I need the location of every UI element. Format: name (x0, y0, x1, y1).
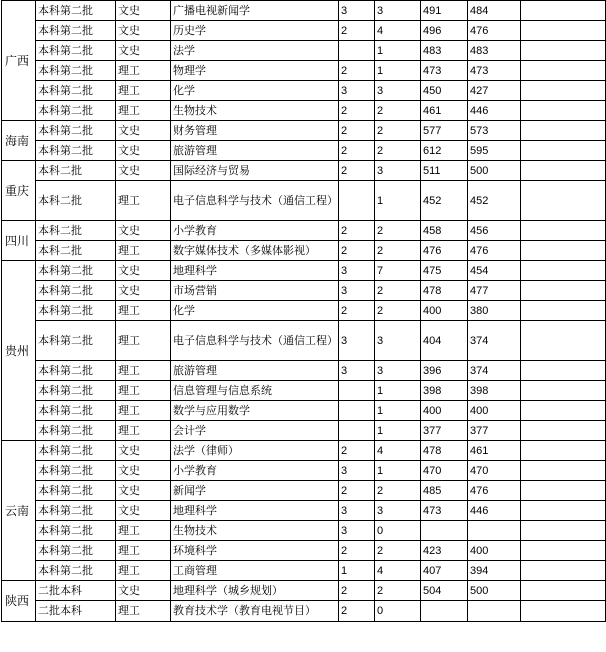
admitted-count-cell: 2 (375, 121, 421, 141)
category-cell: 理工 (116, 321, 171, 361)
category-cell: 文史 (116, 41, 171, 61)
major-cell: 工商管理 (171, 561, 339, 581)
major-cell: 法学（律师） (171, 441, 339, 461)
admitted-count-cell: 0 (375, 521, 421, 541)
empty-cell (521, 481, 606, 501)
max-score-cell (421, 601, 468, 622)
empty-cell (521, 221, 606, 241)
admission-scores-table (1, 0, 606, 622)
min-score-cell: 500 (468, 161, 521, 181)
table-row (2, 421, 606, 441)
batch-cell: 本科第二批 (36, 281, 116, 301)
admitted-count-cell: 3 (375, 81, 421, 101)
plan-count-cell: 2 (339, 221, 375, 241)
batch-cell: 本科二批 (36, 221, 116, 241)
admitted-count-cell: 1 (375, 381, 421, 401)
table-row (2, 101, 606, 121)
min-score-cell: 380 (468, 301, 521, 321)
max-score-cell: 404 (421, 321, 468, 361)
category-cell: 文史 (116, 141, 171, 161)
plan-count-cell: 3 (339, 281, 375, 301)
plan-count-cell (339, 421, 375, 441)
batch-cell: 本科第二批 (36, 501, 116, 521)
min-score-cell: 456 (468, 221, 521, 241)
min-score-cell: 573 (468, 121, 521, 141)
category-cell: 理工 (116, 521, 171, 541)
max-score-cell: 476 (421, 241, 468, 261)
plan-count-cell: 2 (339, 161, 375, 181)
min-score-cell: 427 (468, 81, 521, 101)
admitted-count-cell: 3 (375, 361, 421, 381)
empty-cell (521, 121, 606, 141)
category-cell: 文史 (116, 461, 171, 481)
empty-cell (521, 1, 606, 21)
min-score-cell: 400 (468, 401, 521, 421)
max-score-cell: 400 (421, 401, 468, 421)
major-cell: 数字媒体技术（多媒体影视） (171, 241, 339, 261)
batch-cell: 本科第二批 (36, 541, 116, 561)
major-cell: 旅游管理 (171, 141, 339, 161)
max-score-cell: 470 (421, 461, 468, 481)
max-score-cell: 485 (421, 481, 468, 501)
major-cell: 信息管理与信息系统 (171, 381, 339, 401)
admitted-count-cell: 2 (375, 221, 421, 241)
max-score-cell: 423 (421, 541, 468, 561)
major-cell: 国际经济与贸易 (171, 161, 339, 181)
table-row (2, 121, 606, 141)
admitted-count-cell: 2 (375, 541, 421, 561)
min-score-cell: 452 (468, 181, 521, 221)
min-score-cell: 461 (468, 441, 521, 461)
max-score-cell: 475 (421, 261, 468, 281)
province-cell: 云南 (2, 441, 36, 581)
admitted-count-cell: 3 (375, 501, 421, 521)
batch-cell: 本科第二批 (36, 381, 116, 401)
max-score-cell: 511 (421, 161, 468, 181)
empty-cell (521, 241, 606, 261)
max-score-cell: 478 (421, 281, 468, 301)
admitted-count-cell: 2 (375, 301, 421, 321)
plan-count-cell: 2 (339, 601, 375, 622)
batch-cell: 本科第二批 (36, 321, 116, 361)
province-cell: 四川 (2, 221, 36, 261)
plan-count-cell: 3 (339, 361, 375, 381)
empty-cell (521, 181, 606, 221)
min-score-cell: 446 (468, 101, 521, 121)
batch-cell: 本科第二批 (36, 21, 116, 41)
batch-cell: 本科第二批 (36, 401, 116, 421)
admitted-count-cell: 4 (375, 21, 421, 41)
max-score-cell (421, 521, 468, 541)
empty-cell (521, 541, 606, 561)
min-score-cell: 400 (468, 541, 521, 561)
admitted-count-cell: 2 (375, 101, 421, 121)
major-cell: 化学 (171, 301, 339, 321)
min-score-cell: 377 (468, 421, 521, 441)
province-cell: 广西 (2, 1, 36, 121)
batch-cell: 本科第二批 (36, 141, 116, 161)
batch-cell: 本科第二批 (36, 61, 116, 81)
category-cell: 文史 (116, 21, 171, 41)
empty-cell (521, 161, 606, 181)
province-cell: 重庆 (2, 161, 36, 221)
plan-count-cell: 2 (339, 141, 375, 161)
min-score-cell: 477 (468, 281, 521, 301)
major-cell: 法学 (171, 41, 339, 61)
min-score-cell: 476 (468, 21, 521, 41)
max-score-cell: 483 (421, 41, 468, 61)
table-row (2, 21, 606, 41)
batch-cell: 本科第二批 (36, 121, 116, 141)
empty-cell (521, 461, 606, 481)
table-row (2, 501, 606, 521)
province-cell: 陕西 (2, 581, 36, 622)
min-score-cell: 398 (468, 381, 521, 401)
batch-cell: 本科二批 (36, 241, 116, 261)
admitted-count-cell: 3 (375, 1, 421, 21)
plan-count-cell: 2 (339, 101, 375, 121)
admitted-count-cell: 2 (375, 481, 421, 501)
category-cell: 文史 (116, 581, 171, 601)
major-cell: 电子信息科学与技术（通信工程） (171, 321, 339, 361)
category-cell: 文史 (116, 1, 171, 21)
category-cell: 文史 (116, 481, 171, 501)
category-cell: 理工 (116, 61, 171, 81)
max-score-cell: 496 (421, 21, 468, 41)
plan-count-cell: 2 (339, 541, 375, 561)
empty-cell (521, 321, 606, 361)
category-cell: 文史 (116, 501, 171, 521)
province-cell: 海南 (2, 121, 36, 161)
batch-cell: 本科第二批 (36, 461, 116, 481)
max-score-cell: 458 (421, 221, 468, 241)
empty-cell (521, 21, 606, 41)
admitted-count-cell: 7 (375, 261, 421, 281)
admitted-count-cell: 4 (375, 441, 421, 461)
batch-cell: 本科二批 (36, 181, 116, 221)
max-score-cell: 452 (421, 181, 468, 221)
max-score-cell: 478 (421, 441, 468, 461)
admitted-count-cell: 1 (375, 461, 421, 481)
empty-cell (521, 401, 606, 421)
max-score-cell: 473 (421, 501, 468, 521)
empty-cell (521, 381, 606, 401)
major-cell: 生物技术 (171, 101, 339, 121)
table-row (2, 61, 606, 81)
admitted-count-cell: 1 (375, 41, 421, 61)
table-row (2, 41, 606, 61)
category-cell: 理工 (116, 421, 171, 441)
plan-count-cell: 2 (339, 441, 375, 461)
plan-count-cell: 3 (339, 321, 375, 361)
category-cell: 文史 (116, 281, 171, 301)
empty-cell (521, 521, 606, 541)
plan-count-cell: 2 (339, 301, 375, 321)
min-score-cell: 454 (468, 261, 521, 281)
plan-count-cell: 2 (339, 121, 375, 141)
plan-count-cell: 2 (339, 581, 375, 601)
batch-cell: 本科第二批 (36, 41, 116, 61)
table-row (2, 521, 606, 541)
empty-cell (521, 101, 606, 121)
category-cell: 文史 (116, 121, 171, 141)
category-cell: 理工 (116, 181, 171, 221)
min-score-cell: 473 (468, 61, 521, 81)
major-cell: 会计学 (171, 421, 339, 441)
plan-count-cell: 3 (339, 501, 375, 521)
min-score-cell: 484 (468, 1, 521, 21)
category-cell: 理工 (116, 101, 171, 121)
table-row (2, 381, 606, 401)
table-row (2, 541, 606, 561)
table-row (2, 561, 606, 581)
major-cell: 地理科学 (171, 501, 339, 521)
category-cell: 理工 (116, 561, 171, 581)
major-cell: 旅游管理 (171, 361, 339, 381)
min-score-cell (468, 521, 521, 541)
table-row (2, 301, 606, 321)
major-cell: 地理科学（城乡规划） (171, 581, 339, 601)
batch-cell: 本科第二批 (36, 261, 116, 281)
category-cell: 理工 (116, 301, 171, 321)
table-row (2, 1, 606, 21)
max-score-cell: 612 (421, 141, 468, 161)
min-score-cell: 394 (468, 561, 521, 581)
category-cell: 文史 (116, 441, 171, 461)
table-row (2, 481, 606, 501)
min-score-cell: 476 (468, 481, 521, 501)
category-cell: 理工 (116, 401, 171, 421)
batch-cell: 本科第二批 (36, 361, 116, 381)
max-score-cell: 400 (421, 301, 468, 321)
min-score-cell: 374 (468, 361, 521, 381)
empty-cell (521, 81, 606, 101)
plan-count-cell: 3 (339, 461, 375, 481)
empty-cell (521, 281, 606, 301)
max-score-cell: 473 (421, 61, 468, 81)
table-row (2, 181, 606, 221)
admitted-count-cell: 2 (375, 281, 421, 301)
empty-cell (521, 561, 606, 581)
empty-cell (521, 501, 606, 521)
empty-cell (521, 601, 606, 622)
empty-cell (521, 301, 606, 321)
major-cell: 市场营销 (171, 281, 339, 301)
min-score-cell: 374 (468, 321, 521, 361)
min-score-cell: 500 (468, 581, 521, 601)
max-score-cell: 491 (421, 1, 468, 21)
empty-cell (521, 361, 606, 381)
category-cell: 文史 (116, 221, 171, 241)
max-score-cell: 407 (421, 561, 468, 581)
empty-cell (521, 581, 606, 601)
admitted-count-cell: 2 (375, 581, 421, 601)
major-cell: 教育技术学（教育电视节目） (171, 601, 339, 622)
table-row (2, 361, 606, 381)
admitted-count-cell: 1 (375, 181, 421, 221)
max-score-cell: 396 (421, 361, 468, 381)
empty-cell (521, 261, 606, 281)
max-score-cell: 450 (421, 81, 468, 101)
admitted-count-cell: 2 (375, 141, 421, 161)
table-row (2, 281, 606, 301)
min-score-cell: 483 (468, 41, 521, 61)
batch-cell: 本科二批 (36, 161, 116, 181)
major-cell: 小学教育 (171, 221, 339, 241)
table-row (2, 81, 606, 101)
max-score-cell: 377 (421, 421, 468, 441)
plan-count-cell: 2 (339, 241, 375, 261)
plan-count-cell (339, 381, 375, 401)
empty-cell (521, 441, 606, 461)
major-cell: 财务管理 (171, 121, 339, 141)
empty-cell (521, 61, 606, 81)
table-row (2, 401, 606, 421)
plan-count-cell: 2 (339, 481, 375, 501)
plan-count-cell (339, 41, 375, 61)
major-cell: 历史学 (171, 21, 339, 41)
category-cell: 文史 (116, 161, 171, 181)
max-score-cell: 461 (421, 101, 468, 121)
empty-cell (521, 41, 606, 61)
batch-cell: 本科第二批 (36, 301, 116, 321)
min-score-cell: 470 (468, 461, 521, 481)
plan-count-cell: 3 (339, 521, 375, 541)
table-row (2, 461, 606, 481)
table-row (2, 221, 606, 241)
table-row (2, 161, 606, 181)
category-cell: 理工 (116, 381, 171, 401)
batch-cell: 本科第二批 (36, 101, 116, 121)
plan-count-cell: 2 (339, 21, 375, 41)
max-score-cell: 504 (421, 581, 468, 601)
batch-cell: 二批本科 (36, 601, 116, 622)
admitted-count-cell: 0 (375, 601, 421, 622)
batch-cell: 本科第二批 (36, 81, 116, 101)
table-row (2, 441, 606, 461)
batch-cell: 本科第二批 (36, 441, 116, 461)
major-cell: 地理科学 (171, 261, 339, 281)
admitted-count-cell: 1 (375, 61, 421, 81)
admitted-count-cell: 1 (375, 421, 421, 441)
min-score-cell: 446 (468, 501, 521, 521)
major-cell: 物理学 (171, 61, 339, 81)
plan-count-cell (339, 401, 375, 421)
major-cell: 广播电视新闻学 (171, 1, 339, 21)
plan-count-cell: 3 (339, 1, 375, 21)
major-cell: 数学与应用数学 (171, 401, 339, 421)
category-cell: 理工 (116, 601, 171, 622)
category-cell: 理工 (116, 361, 171, 381)
plan-count-cell: 2 (339, 61, 375, 81)
table-row (2, 321, 606, 361)
category-cell: 理工 (116, 541, 171, 561)
plan-count-cell: 1 (339, 561, 375, 581)
province-cell: 贵州 (2, 261, 36, 441)
table-row (2, 141, 606, 161)
table-row (2, 241, 606, 261)
admitted-count-cell: 2 (375, 241, 421, 261)
major-cell: 小学教育 (171, 461, 339, 481)
max-score-cell: 577 (421, 121, 468, 141)
batch-cell: 二批本科 (36, 581, 116, 601)
plan-count-cell (339, 181, 375, 221)
major-cell: 新闻学 (171, 481, 339, 501)
major-cell: 化学 (171, 81, 339, 101)
empty-cell (521, 141, 606, 161)
batch-cell: 本科第二批 (36, 481, 116, 501)
category-cell: 理工 (116, 241, 171, 261)
table-row (2, 601, 606, 622)
min-score-cell: 595 (468, 141, 521, 161)
table-body (2, 1, 606, 622)
batch-cell: 本科第二批 (36, 521, 116, 541)
admitted-count-cell: 3 (375, 161, 421, 181)
admitted-count-cell: 3 (375, 321, 421, 361)
admitted-count-cell: 4 (375, 561, 421, 581)
major-cell: 电子信息科学与技术（通信工程） (171, 181, 339, 221)
major-cell: 生物技术 (171, 521, 339, 541)
category-cell: 理工 (116, 81, 171, 101)
batch-cell: 本科第二批 (36, 561, 116, 581)
admitted-count-cell: 1 (375, 401, 421, 421)
min-score-cell: 476 (468, 241, 521, 261)
plan-count-cell: 3 (339, 81, 375, 101)
batch-cell: 本科第二批 (36, 1, 116, 21)
batch-cell: 本科第二批 (36, 421, 116, 441)
empty-cell (521, 421, 606, 441)
min-score-cell (468, 601, 521, 622)
max-score-cell: 398 (421, 381, 468, 401)
category-cell: 文史 (116, 261, 171, 281)
plan-count-cell: 3 (339, 261, 375, 281)
major-cell: 环境科学 (171, 541, 339, 561)
table-row (2, 581, 606, 601)
table-row (2, 261, 606, 281)
